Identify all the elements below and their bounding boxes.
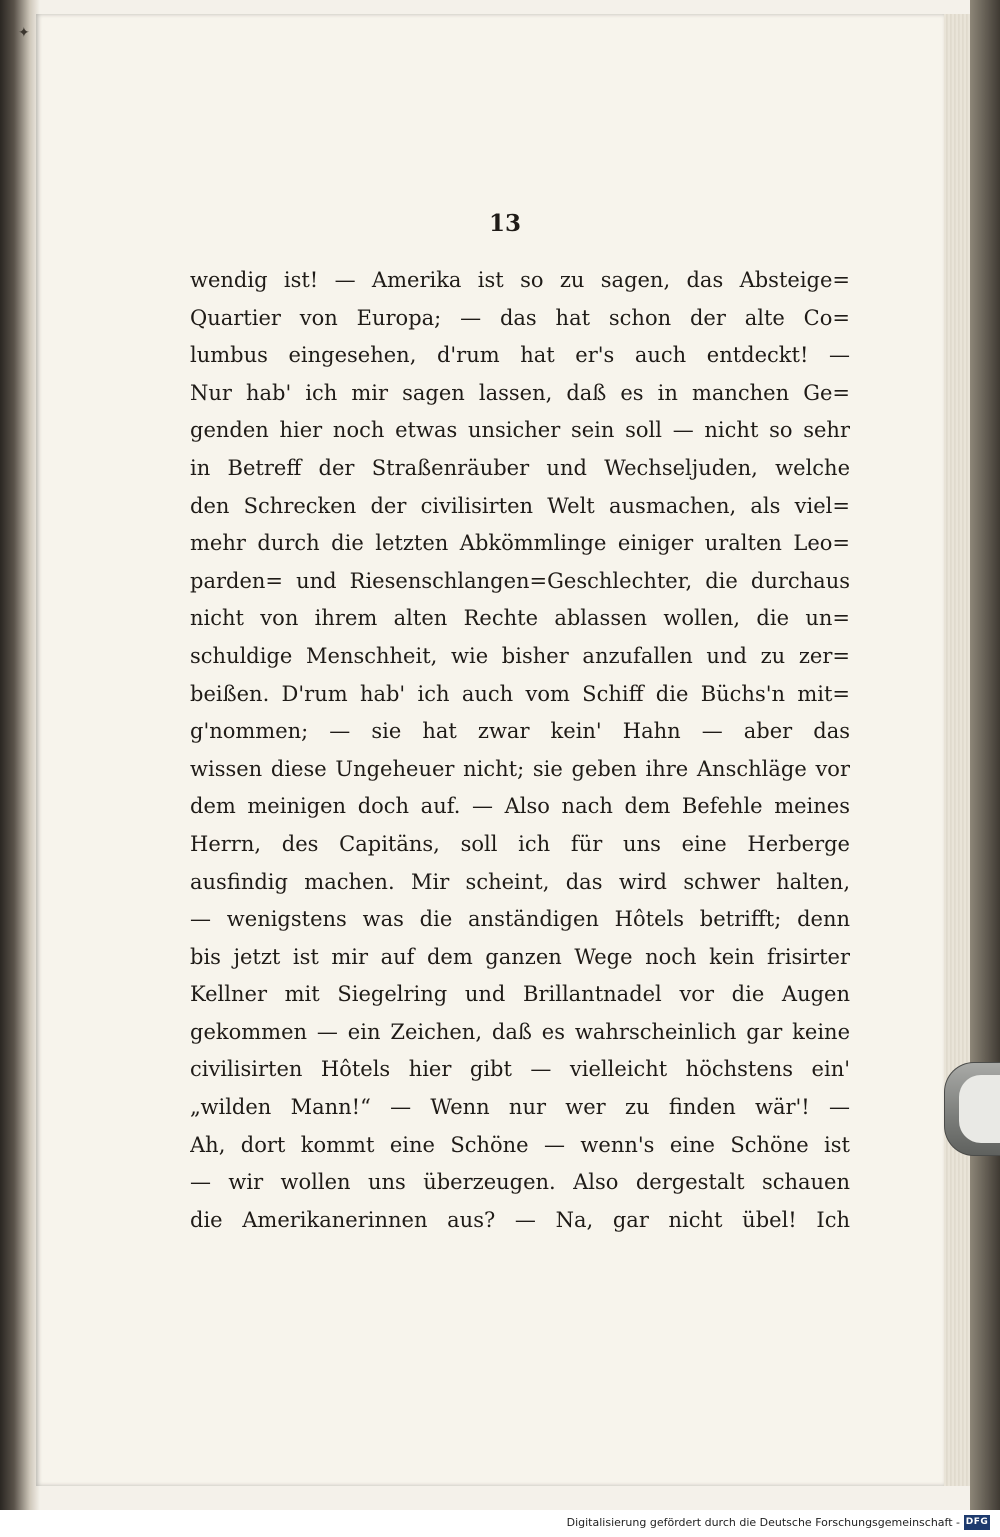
book-spine — [0, 0, 40, 1510]
text-line: mehr durch die letzten Abkömmlinge einiger uralten Leo= — [190, 531, 850, 556]
text-line: lumbus eingesehen, d'rum hat er's auch entdeckt! — — [190, 343, 850, 368]
text-line: genden hier noch etwas unsicher sein soll — nicht so sehr — [190, 418, 850, 443]
text-line: Ah, dort kommt eine Schöne — wenn's eine Schöne ist — [190, 1132, 850, 1157]
bookmark-clip-icon — [944, 1062, 1000, 1156]
book-cover-edge — [970, 0, 1000, 1510]
text-line: die Amerikanerinnen aus? — Na, gar nicht übel! Ich — [190, 1207, 850, 1232]
text-line: wendig ist! — Amerika ist so zu sagen, das Absteige= — [190, 268, 850, 292]
text-line: — wir wollen uns überzeugen. Also dergestalt schauen — [190, 1170, 850, 1195]
body-text — [190, 262, 850, 1239]
text-line: „wilden Mann!“ — Wenn nur wer zu finden wär'! — — [190, 1095, 850, 1120]
text-line: bis jetzt ist mir auf dem ganzen Wege noch kein frisirter — [190, 944, 850, 969]
text-line: in Betreff der Straßenräuber und Wechseljuden, welche — [190, 455, 850, 480]
text-line: ausfindig machen. Mir scheint, das wird schwer halten, — [190, 869, 850, 894]
text-line: Nur hab' ich mir sagen lassen, daß es in manchen Ge= — [190, 380, 850, 405]
dfg-logo-icon[interactable]: DFG — [964, 1515, 990, 1530]
text-line: wissen diese Ungeheuer nicht; sie geben ihre Anschläge vor — [190, 756, 850, 781]
text-line: Quartier von Europa; — das hat schon der alte Co= — [190, 305, 850, 330]
corner-mark-icon: ✦ — [18, 25, 30, 41]
funding-notice: Digitalisierung gefördert durch die Deutsche Forschungsgemeinschaft - — [566, 1516, 960, 1529]
text-line: dem meinigen doch auf. — Also nach dem Befehle meines — [190, 794, 850, 819]
text-line: gekommen — ein Zeichen, daß es wahrscheinlich gar keine — [190, 1019, 850, 1044]
text-line: g'nommen; — sie hat zwar kein' Hahn — aber das — [190, 719, 850, 744]
text-line: Kellner mit Siegelring und Brillantnadel vor die Augen — [190, 982, 850, 1007]
page-edges — [944, 14, 970, 1486]
footer — [0, 1510, 1000, 1537]
text-line: beißen. D'rum hab' ich auch vom Schiff die Büchs'n mit= — [190, 681, 850, 706]
text-line: parden= und Riesenschlangen=Geschlechter, die durchaus — [190, 568, 850, 593]
text-line: Herrn, des Capitäns, soll ich für uns eine Herberge — [190, 831, 850, 856]
text-line: schuldige Menschheit, wie bisher anzufallen und zu zer= — [190, 643, 850, 668]
text-line: den Schrecken der civilisirten Welt ausmachen, als viel= — [190, 493, 850, 518]
page-number: 13 — [488, 210, 521, 237]
text-line: nicht von ihrem alten Rechte ablassen wollen, die un= — [190, 606, 850, 631]
text-line: civilisirten Hôtels hier gibt — vielleicht höchstens ein' — [190, 1057, 850, 1082]
text-line: — wenigstens was die anständigen Hôtels betrifft; denn — [190, 907, 850, 932]
